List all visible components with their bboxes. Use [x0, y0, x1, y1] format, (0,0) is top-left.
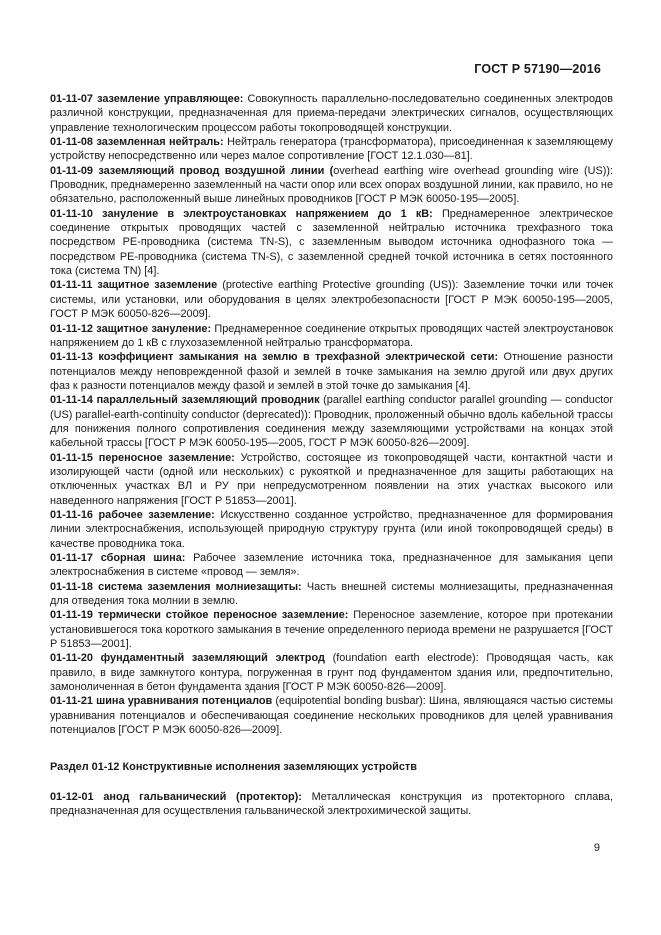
entry-term: 01-11-07 заземление управляющее:	[50, 93, 244, 105]
definition-entry	[50, 451, 613, 508]
entry-text: Металлическая конструкция из протекторного сплава, предназначенная для осуществления гальванической электрохимической защиты.	[50, 790, 613, 818]
definition-entry	[50, 350, 613, 393]
entry-text: Отношение разности потенциалов между неповрежденной фазой и землей в точке замыкания на землю другой или двух других фаз к разности потенциалов между фазой и землей в этой точке до замыкания [4].	[50, 351, 613, 392]
entry-term: 01-11-13 коэффициент замыкания на землю в трехфазной электрической сети:	[50, 351, 499, 364]
entry-text: overhead earthing wire overhead grounding wire (US)): Проводник, преднамеренно заземленный на части опор или всех опорах воздушной линии, как правило, но не обязательно, расположенный выше линейных проводников [ГОСТ Р МЭК 60050-195—2005].	[50, 164, 613, 206]
definition-entry	[50, 278, 613, 321]
section-spacer	[50, 775, 613, 790]
definition-entry	[50, 551, 613, 580]
definition-entry	[50, 651, 613, 694]
definition-entry	[50, 608, 613, 651]
section-heading: Раздел 01-12 Конструктивные исполнения заземляющих устройств	[50, 761, 417, 774]
definition-entry	[50, 694, 613, 737]
entry-text: Искусственно созданное устройство, предназначенное для формирования линии электроснабжения, использующей природную структуру грунта (или иной токопроводящей среды) в качестве проводника тока.	[50, 508, 613, 550]
entry-term: 01-11-21 шина уравнивания потенциалов	[50, 695, 273, 708]
entry-text: (equipotential bonding busbar): Шина, являющаяся частью системы уравнивания потенциалов и обеспечивающая соединение нескольких проводников для целей уравнивания потенциалов [ГОСТ Р МЭК 60050-826—2009].	[50, 695, 613, 737]
entry-term: 01-11-20 фундаментный заземляющий электрод	[50, 652, 325, 665]
entry-term: 01-12-01 анод гальванический (протектор):	[50, 790, 302, 803]
definition-entry	[50, 207, 613, 279]
entry-term: 01-11-15 переносное заземление:	[50, 451, 235, 464]
entry-term: 01-11-11 защитное заземление	[50, 279, 218, 292]
definition-entry	[50, 164, 613, 207]
definition-entry	[50, 322, 613, 351]
entry-text: Преднамеренное электрическое соединение открытых проводящих частей с заземленной нейтралью источника трехфазного тока посредством PE-проводника (система TN-S), с заземленным выводом источника однофазного тока — посредством PE-проводника (система TN-S), с заземленной средней точкой источника в сетях постоянного тока (система TN) [4].	[50, 207, 613, 278]
definition-entry	[50, 580, 613, 609]
entry-term: 01-11-12 защитное зануление:	[50, 322, 212, 335]
entry-text: (protective earthing Protective grounding (US)): Заземление точки или точек системы, или установки, или оборудования в целях электробезопасности [ГОСТ Р МЭК 60050-195—2005, ГОСТ Р МЭК 60050-826—2009].	[50, 279, 614, 321]
entry-text: Часть внешней системы молниезащиты, предназначенная для отведения тока молнии в землю.	[50, 580, 613, 608]
document-code: ГОСТ Р 57190—2016	[474, 62, 601, 76]
entry-text: (foundation earth electrode): Проводящая часть, как правило, в виде замкнутого контура, погруженная в грунт под фундаментом здания или, предпочтительно, замоноличенная в бетон фундамента здания [ГОСТ Р МЭК 60050-826—2009].	[50, 652, 613, 694]
entry-term: 01-11-19 термически стойкое переносное заземление:	[50, 609, 349, 622]
entry-text: Устройство, состоящее из токопроводящей части, контактной части и изолирующей части (одной или нескольких) с рукояткой и предназначенное для защиты работающих на отключенных участках ВЛ и РУ при непредусмотренном появлении на этих участках высокого или наведенного напряжения [ГОСТ Р 51853—2001].	[50, 451, 613, 507]
entry-term: 01-11-10 зануление в электроустановках напряжением до 1 кВ:	[50, 207, 433, 220]
entry-term: 01-11-14 параллельный заземляющий проводник	[50, 394, 320, 407]
definition-entry	[50, 135, 613, 164]
entry-text: Рабочее заземление источника тока, предназначенное для замыкания цепи электроснабжения в системе «провод — земля».	[50, 552, 613, 579]
entry-text: Совокупность параллельно-последовательно соединенных электродов различной конструкции, предназначенная для приема-передачи электрических сигналов, осуществляющих управление технологическим процессом работы токопроводящей конструкции.	[50, 93, 613, 134]
definition-entry	[50, 508, 613, 551]
page-body	[50, 92, 613, 819]
entry-text: Преднамеренное соединение открытых проводящих частей электроустановок напряжением до 1 кВ с глухозаземленной нейтралью трансформатора.	[50, 322, 613, 349]
definition-entry	[50, 790, 613, 819]
page-number: 9	[593, 842, 600, 854]
definitions-list	[50, 92, 613, 737]
definition-entry	[50, 92, 613, 135]
entry-text: Переносное заземление, которое при протекании установившегося тока короткого замыкания в течение определенного периода времени не разрушается [ГОСТ Р 51853—2001].	[50, 609, 613, 651]
entry-text: Нейтраль генератора (трансформатора), присоединенная к заземляющему устройству непосредственно или через малое сопротивление [ГОСТ 12.1.030—81].	[50, 136, 613, 163]
entry-term: 01-11-18 система заземления молниезащиты:	[50, 580, 302, 593]
entry-term: 01-11-08 заземленная нейтраль:	[50, 136, 224, 149]
entry-term: 01-11-17 сборная шина:	[50, 552, 186, 564]
entry-term: 01-11-16 рабочее заземление:	[50, 508, 215, 521]
entry-text: (parallel earthing conductor parallel grounding — conductor (US) parallel-earth-continuity conductor (deprecated)): Проводник, проложенный обычно вдоль кабельной трассы для понижения полного сопротивления соединения между заземляющими устройствами на концах этой кабельной трассы [ГОСТ Р МЭК 60050-195—2005, ГОСТ Р МЭК 60050-826—2009].	[50, 394, 613, 450]
entry-term: 01-11-09 заземляющий провод воздушной линии (	[50, 164, 334, 177]
definition-entry	[50, 393, 613, 450]
